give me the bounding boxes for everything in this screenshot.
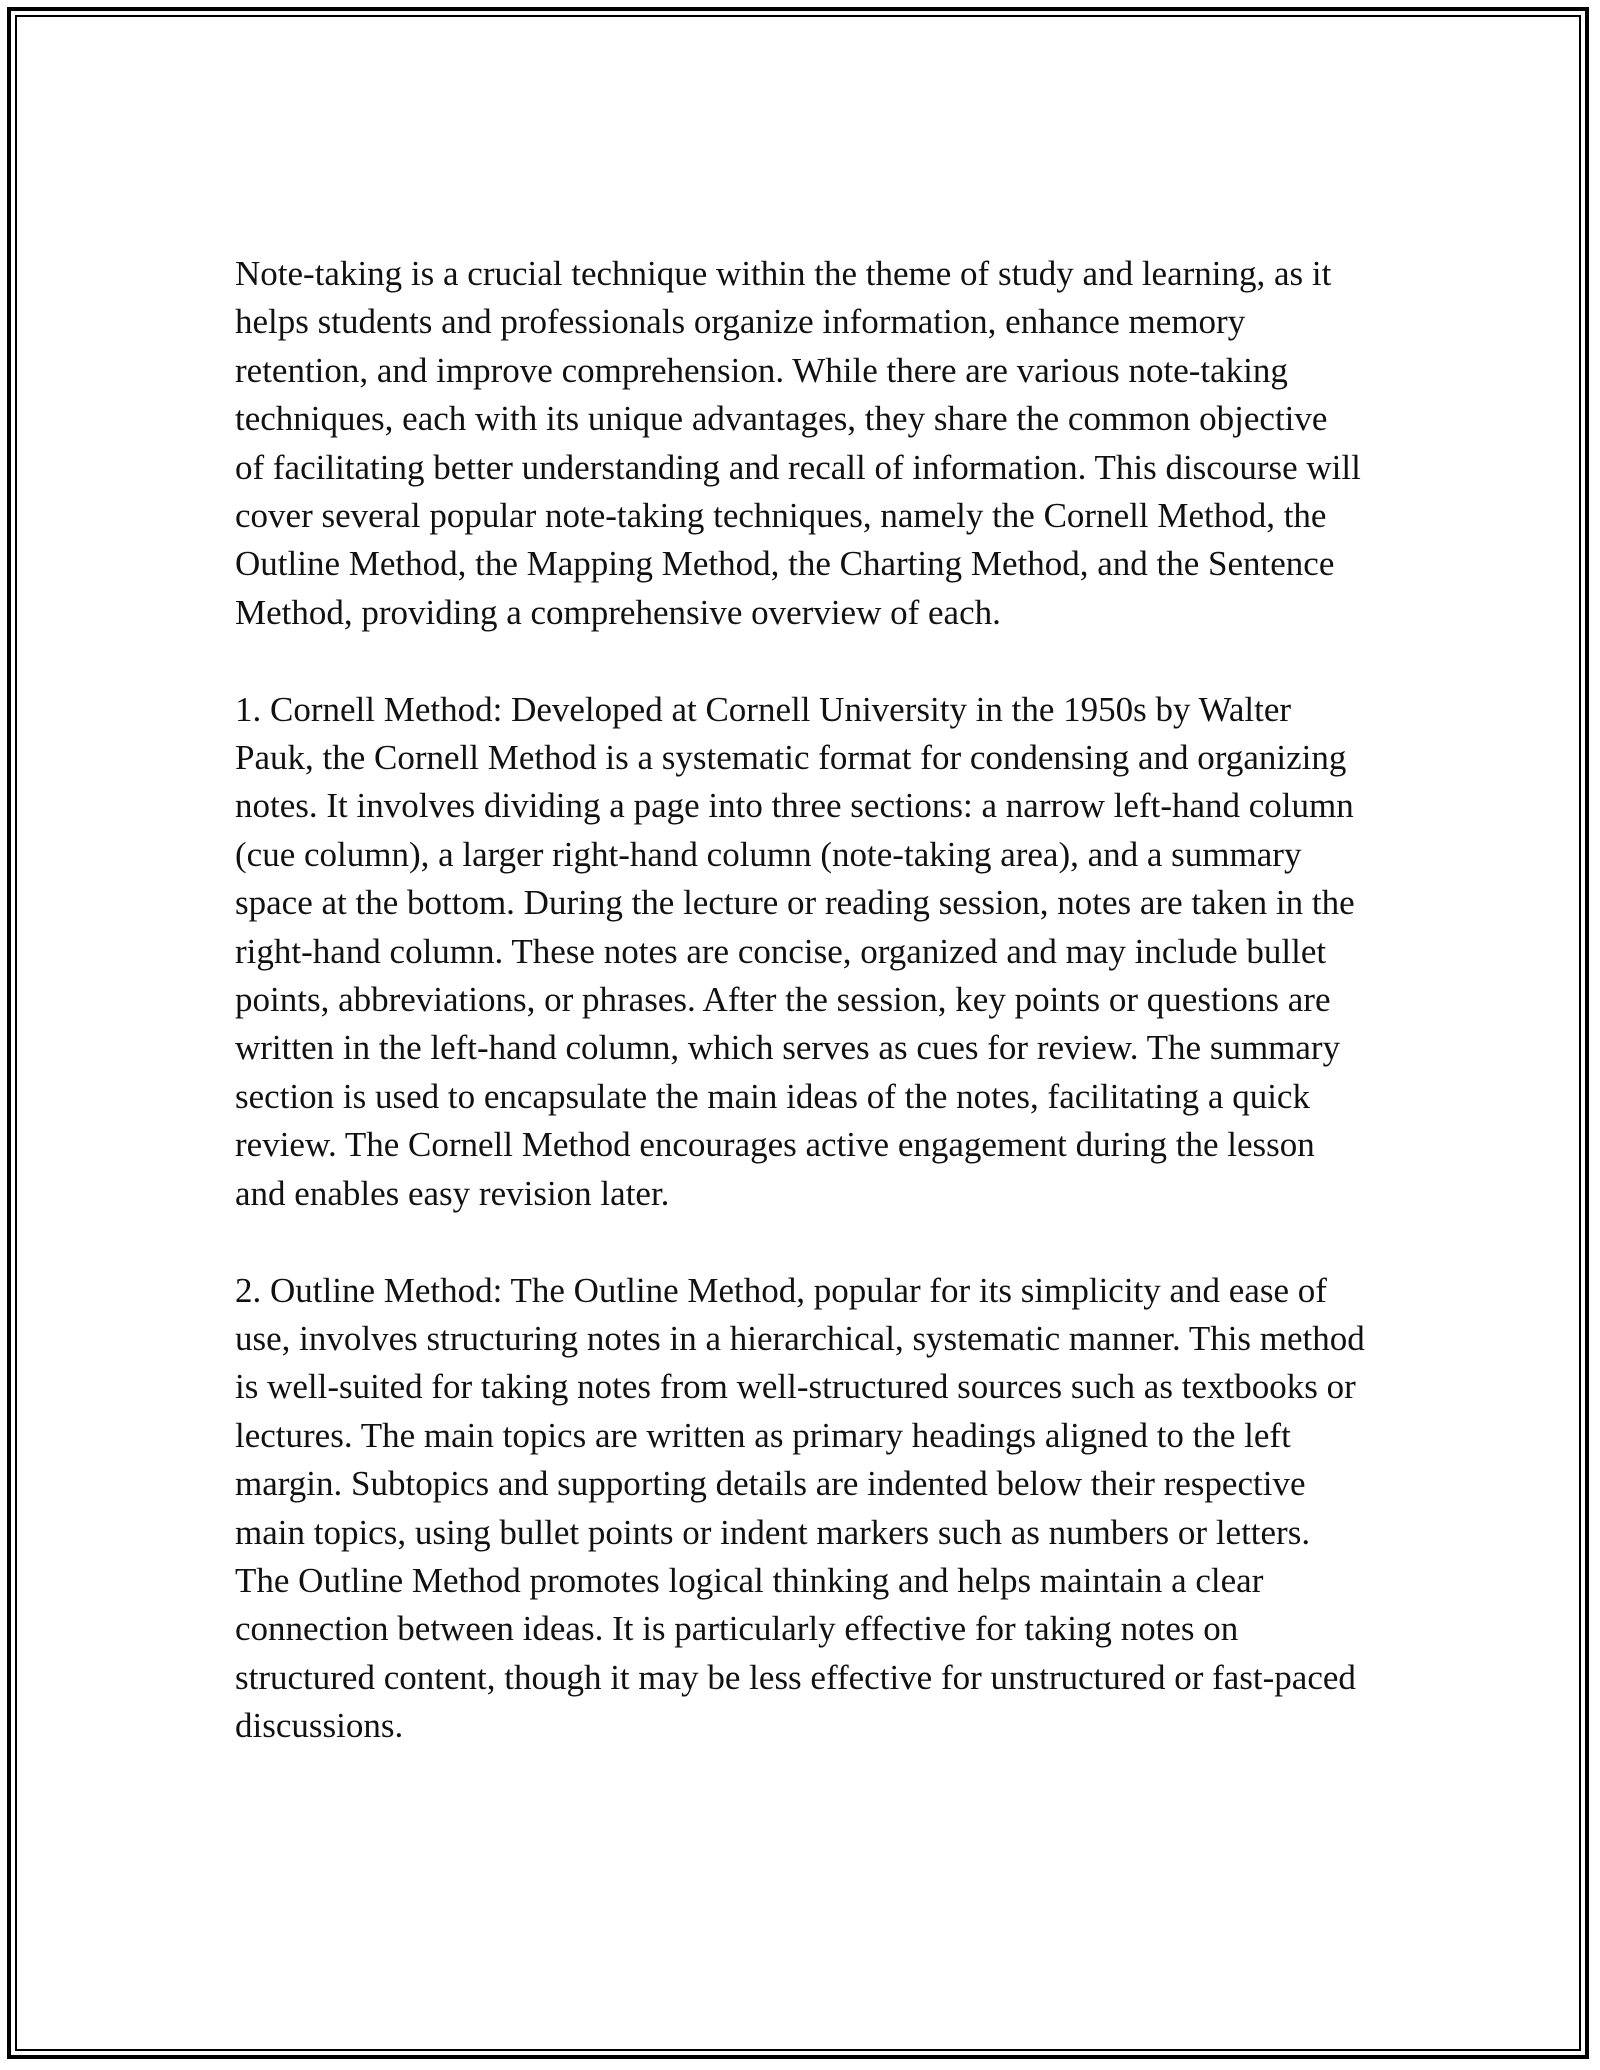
outline-method-paragraph: 2. Outline Method: The Outline Method, popular for its simplicity and ease of use, involves structuring notes in a hierarchical, systematic manner. This method is well-suited for taking notes from well-structured sources such as textbooks or lectures. The main topics are written as primary headings aligned to the left margin. Subtopics and supporting details are indented below their respective main topics, using bullet points or indent markers such as numbers or letters. The Outline Method promotes logical thinking and helps maintain a clear connection between ideas. It is particularly effective for taking notes on structured content, though it may be less effective for unstructured or fast-paced discussions.	[235, 1270, 1365, 1746]
intro-paragraph: Note-taking is a crucial technique within the theme of study and learning, as it helps students and professionals organize information, enhance memory retention, and improve comprehension. While there are various note-taking techniques, each with its unique advantages, they share the common objective of facilitating better understanding and recall of information. This discourse will cover several popular note-taking techniques, namely the Cornell Method, the Outline Method, the Mapping Method, the Charting Method, and the Sentence Method, providing a comprehensive overview of each.	[235, 254, 1361, 632]
document-body	[235, 250, 1365, 1751]
cornell-method-paragraph: 1. Cornell Method: Developed at Cornell University in the 1950s by Walter Pauk, the Cornell Method is a systematic format for condensing and organizing notes. It involves dividing a page into three sections: a narrow left-hand column (cue column), a larger right-hand column (note-taking area), and a summary space at the bottom. During the lecture or reading session, notes are taken in the right-hand column. These notes are concise, organized and may include bullet points, abbreviations, or phrases. After the session, key points or questions are written in the left-hand column, which serves as cues for review. The summary section is used to encapsulate the main ideas of the notes, facilitating a quick review. The Cornell Method encourages active engagement during the lesson and enables easy revision later.	[235, 689, 1355, 1213]
